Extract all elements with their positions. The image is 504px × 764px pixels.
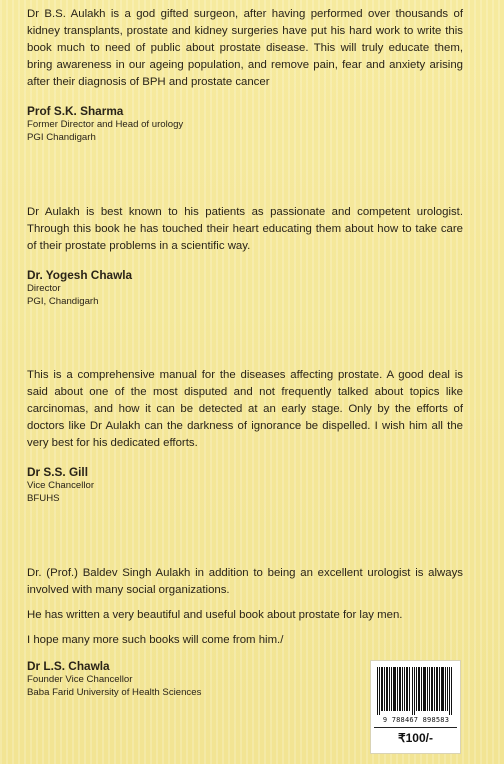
price-divider	[374, 727, 457, 728]
testimonial-paragraph: Dr. (Prof.) Baldev Singh Aulakh in addition to being an excellent urologist is always involved with many social organizations.	[27, 567, 463, 596]
barcode-icon	[377, 667, 454, 715]
signatory-institution: PGI Chandigarh	[27, 131, 96, 143]
isbn-digits: 9 788467 898583	[382, 716, 450, 724]
signatory-title: Vice Chancellor	[27, 480, 95, 491]
testimonial-gill	[27, 367, 463, 505]
testimonial-sharma	[27, 6, 463, 144]
testimonial-text: Dr Aulakh is best known to his patients as passionate and competent urologist. Through this book he has touched their heart educating them about how to take care of their prostate problems in a scientific way.	[27, 206, 463, 252]
barcode-box	[370, 660, 461, 754]
signatory-name: Dr L.S. Chawla	[27, 659, 110, 673]
testimonial-text: This is a comprehensive manual for the diseases affecting prostate. A good deal is said about one of the most disputed and not frequently talked about topics like carcinomas, and how it can be detected at an early stage. Only by the efforts of doctors like Dr Aulakh can the darkness of ignorance be dispelled. I wish him all the very best for his dedicated efforts.	[27, 369, 463, 449]
signatory-title: Former Director and Head of urology	[27, 119, 184, 130]
signatory-name: Dr. Yogesh Chawla	[27, 268, 133, 282]
testimonial-paragraph: He has written a very beautiful and useful book about prostate for lay men.	[27, 609, 403, 621]
signatory-name: Prof S.K. Sharma	[27, 104, 124, 118]
testimonial-chawla-yogesh	[27, 204, 463, 308]
price-label: ₹100/-	[398, 731, 433, 745]
signatory-name: Dr S.S. Gill	[27, 465, 88, 479]
signatory-institution: BFUHS	[27, 492, 60, 504]
signatory-title: Director	[27, 283, 61, 294]
testimonial-paragraph: I hope many more such books will come from him./	[27, 634, 284, 646]
testimonial-text: Dr B.S. Aulakh is a god gifted surgeon, after having performed over thousands of kidney transplants, prostate and kidney surgeries have put his hard work to write this book much to need of public about prostate disease. This will truly educate them, bring awareness in our ageing population, and remove pain, fear and anxiety arising after their diagnosis of BPH and prostate cancer	[27, 8, 463, 88]
signatory-institution: PGI, Chandigarh	[27, 295, 99, 307]
signatory-institution: Baba Farid University of Health Sciences	[27, 686, 202, 698]
signatory-title: Founder Vice Chancellor	[27, 674, 133, 685]
